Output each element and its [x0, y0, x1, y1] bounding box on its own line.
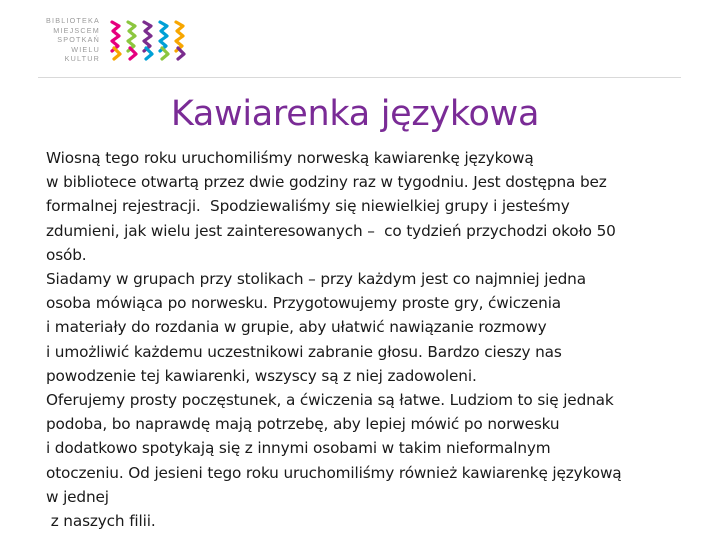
- silhouette-icon: [114, 48, 120, 59]
- paragraph-line: Siadamy w grupach przy stolikach – przy każdym jest co najmniej jedna: [46, 270, 586, 289]
- paragraph-line: podoba, bo naprawdę mają potrzebę, aby lepiej mówić po norwesku: [46, 415, 560, 434]
- paragraph-line: w bibliotece otwartą przez dwie godziny raz w tygodniu. Jest dostępna bez: [46, 173, 607, 192]
- paragraph-line: formalnej rejestracji. Spodziewaliśmy się niewielkiej grupy i jesteśmy: [46, 197, 570, 216]
- silhouette-icon: [144, 22, 151, 51]
- logo-line: BIBLIOTEKA: [46, 16, 100, 25]
- paragraph-line: i materiały do rozdania w grupie, aby ułatwić nawiązanie rozmowy: [46, 318, 547, 337]
- silhouette-icon: [178, 48, 184, 59]
- logo-line: WIELU: [71, 44, 100, 54]
- paragraph-line: i umożliwić każdemu uczestnikowi zabranie głosu. Bardzo cieszy nas: [46, 342, 562, 361]
- logo-text: [40, 16, 100, 64]
- silhouette-icon: [176, 22, 183, 51]
- paragraph-line: powodzenie tej kawiarenki, wszyscy są z niej zadowoleni.: [46, 366, 477, 385]
- paragraph-line: osób.: [46, 245, 87, 264]
- silhouette-icon: [112, 22, 119, 51]
- paragraph-line: z naszych filii.: [46, 512, 156, 531]
- paragraph-line: Oferujemy prosty poczęstunek, a ćwiczenia są łatwe. Ludziom to się jednak: [46, 391, 614, 410]
- paragraph-line: zdumieni, jak wielu jest zainteresowanych – co tydzień przychodzi około 50: [46, 221, 616, 240]
- logo-line: SPOTKAŃ: [57, 35, 100, 45]
- paragraph-line: Wiosną tego roku uruchomiliśmy norweską kawiarenkę językową: [46, 149, 534, 167]
- paragraph-line: w jednej: [46, 487, 109, 506]
- colorful-people-silhouettes-icon: [104, 18, 204, 64]
- logo-line: KULTUR: [64, 54, 100, 64]
- silhouette-icon: [130, 48, 136, 59]
- logo-line: MIEJSCEM: [53, 25, 100, 35]
- paragraph-line: i dodatkowo spotykają się z innymi osobami w takim nieformalnym: [46, 439, 551, 458]
- body-text: [46, 146, 706, 533]
- silhouette-icon: [146, 48, 152, 59]
- silhouette-icon: [160, 22, 167, 51]
- library-logo: [40, 16, 210, 68]
- paragraph-line: otoczeniu. Od jesieni tego roku uruchomiliśmy również kawiarenkę językową: [46, 463, 622, 482]
- header-divider: [38, 77, 681, 78]
- silhouette-icon: [128, 22, 135, 51]
- paragraph-line: osoba mówiąca po norwesku. Przygotowujemy proste gry, ćwiczenia: [46, 294, 562, 313]
- silhouette-icon: [162, 48, 168, 59]
- page-title: Kawiarenka językowa: [170, 94, 540, 134]
